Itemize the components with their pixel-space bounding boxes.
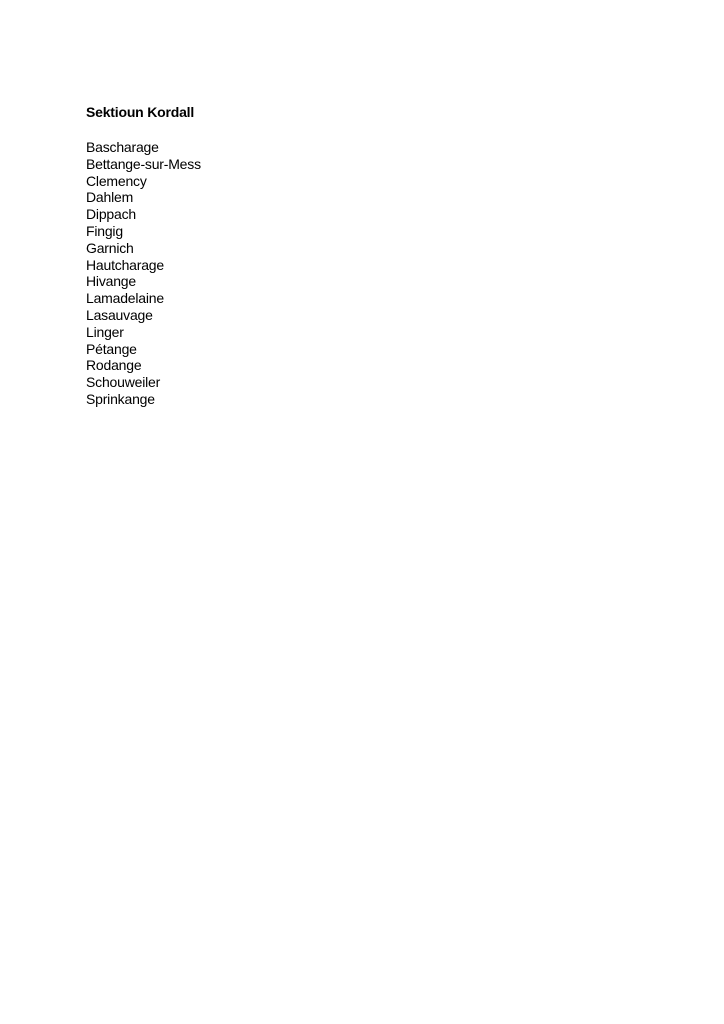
place-list — [86, 139, 201, 408]
list-item: Hautcharage — [86, 256, 164, 273]
list-item: Rodange — [86, 357, 142, 374]
list-item: Clemency — [86, 172, 147, 189]
list-item: Garnich — [86, 239, 134, 256]
section-title: Sektioun Kordall — [86, 104, 195, 120]
list-item: Bettange-sur-Mess — [86, 155, 201, 172]
list-item: Dahlem — [86, 189, 134, 206]
list-item: Pétange — [86, 340, 137, 357]
list-item: Schouweiler — [86, 374, 161, 391]
list-item: Lamadelaine — [86, 290, 164, 307]
list-item: Fingig — [86, 222, 123, 239]
list-item: Lasauvage — [86, 306, 153, 323]
list-item: Bascharage — [86, 139, 159, 155]
list-item: Hivange — [86, 273, 136, 290]
page-content — [86, 103, 201, 408]
list-item: Dippach — [86, 206, 136, 223]
list-item: Linger — [86, 323, 124, 340]
list-item: Sprinkange — [86, 390, 155, 407]
